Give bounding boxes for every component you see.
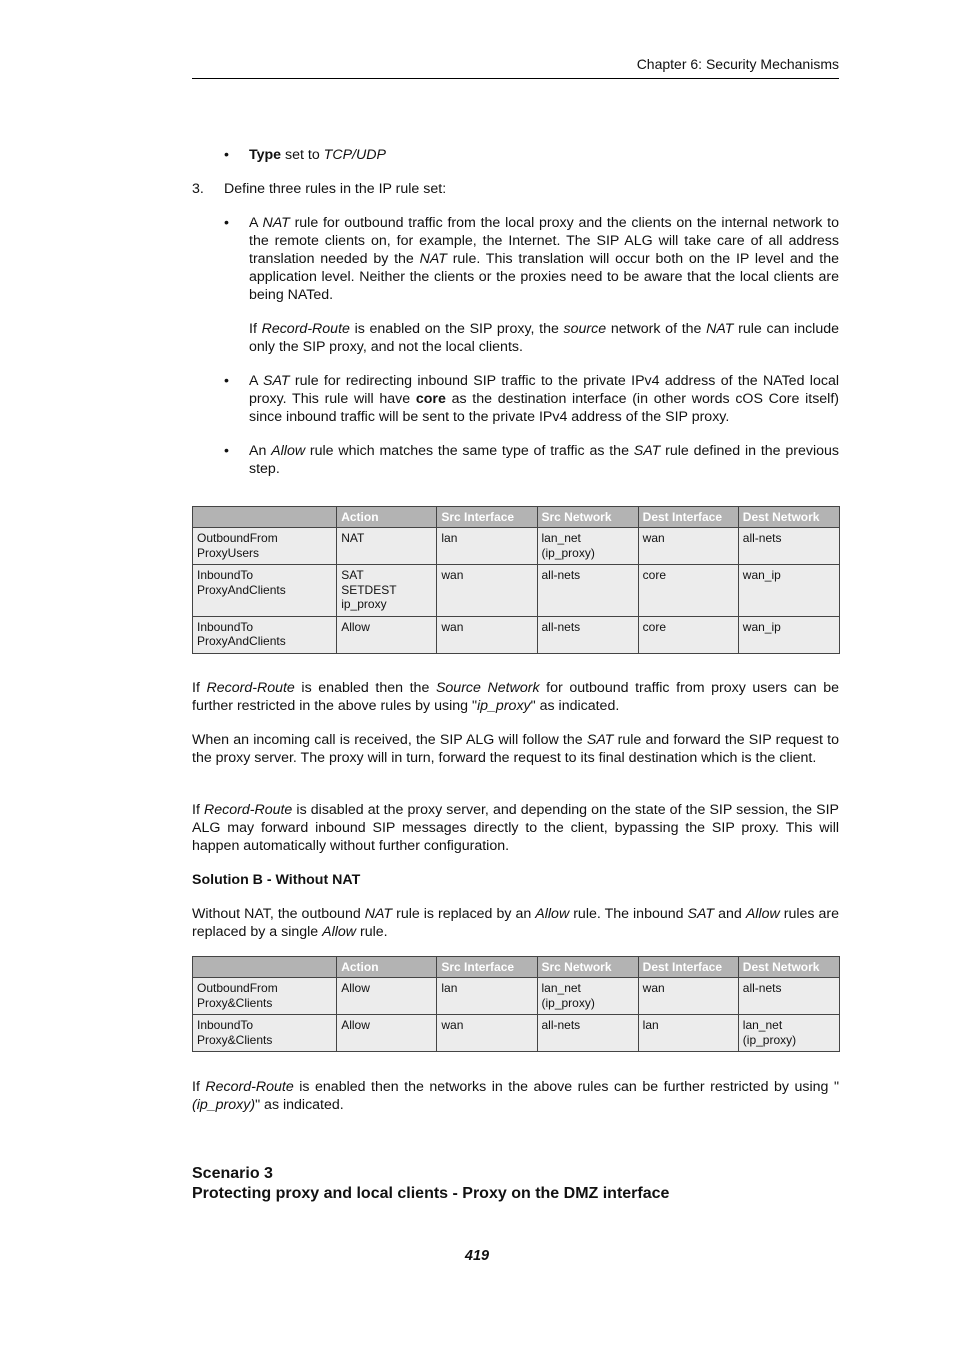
- table-cell: wan: [638, 978, 738, 1015]
- table-cell: wan: [638, 528, 738, 565]
- scenario-title: Scenario 3: [192, 1165, 273, 1182]
- bullet-dot: •: [224, 373, 229, 389]
- bullet-dot: •: [224, 215, 229, 231]
- table-header: Src Network: [537, 507, 638, 528]
- table-row: [193, 528, 840, 565]
- table-cell: all-nets: [537, 565, 638, 617]
- table-header: Dest Network: [738, 507, 839, 528]
- table-cell: all-nets: [738, 978, 839, 1015]
- table-cell: all-nets: [738, 528, 839, 565]
- table-header: Dest Interface: [638, 507, 738, 528]
- table-cell: wan_ip: [738, 565, 839, 617]
- table-cell: lan_net (ip_proxy): [738, 1015, 839, 1052]
- table-row: [193, 565, 840, 617]
- table-cell: InboundTo ProxyAndClients: [193, 565, 337, 617]
- bullet-type: • Type set to TCP/UDP: [224, 147, 386, 163]
- table-cell: Allow: [337, 1015, 437, 1052]
- running-header: Chapter 6: Security Mechanisms: [192, 56, 839, 79]
- table-cell: lan_net (ip_proxy): [537, 978, 638, 1015]
- table-cell: wan: [437, 616, 537, 653]
- table-header: Dest Network: [738, 957, 839, 978]
- table-cell: lan: [437, 528, 537, 565]
- table-cell: Allow: [337, 616, 437, 653]
- table-cell: InboundTo ProxyAndClients: [193, 616, 337, 653]
- step-number: 3.: [192, 181, 204, 197]
- bullet-dot: •: [224, 443, 229, 459]
- table-row: [193, 1015, 840, 1052]
- table-cell: lan: [638, 1015, 738, 1052]
- bullet-dot: •: [224, 147, 229, 163]
- table-cell: core: [638, 616, 738, 653]
- page-number: 419: [464, 1248, 490, 1264]
- table-header-row: [193, 507, 840, 528]
- table-cell: wan: [437, 1015, 537, 1052]
- table-row: [193, 978, 840, 1015]
- table-cell: InboundTo Proxy&Clients: [193, 1015, 337, 1052]
- scenario-subtitle: Protecting proxy and local clients - Proxy on the DMZ interface: [192, 1185, 670, 1202]
- table-cell: SAT SETDEST ip_proxy: [337, 565, 437, 617]
- table-row: [193, 616, 840, 653]
- table-header: [193, 507, 337, 528]
- table-header: [193, 957, 337, 978]
- bullet-nat-note: If Record-Route is enabled on the SIP proxy, the source network of the NAT rule can include only the SIP proxy, and not the local clients.: [249, 321, 839, 355]
- table-cell: wan_ip: [738, 616, 839, 653]
- bullet-sat-rule: • A SAT rule for redirecting inbound SIP traffic to the private IPv4 address of the NATed local proxy. This rule will have core as the destination interface (in other words cOS Core itself) since inbound traffic will be sent to the private IPv4 address of the SIP proxy.: [224, 373, 839, 425]
- paragraph-record-route-disabled: If Record-Route is disabled at the proxy server, and depending on the state of the SIP session, the SIP ALG may forward inbound SIP messages directly to the client, bypassing the SIP proxy. This will happen automatically without further configuration.: [192, 802, 839, 854]
- bullet-allow-rule: • An Allow rule which matches the same type of traffic as the SAT rule defined in the previous step.: [224, 443, 839, 477]
- table-cell: Allow: [337, 978, 437, 1015]
- table-cell: OutboundFrom ProxyUsers: [193, 528, 337, 565]
- paragraph-record-route-nat: If Record-Route is enabled then the Source Network for outbound traffic from proxy users can be further restricted in the above rules by using "ip_proxy" as indicated.: [192, 680, 839, 714]
- table-cell: all-nets: [537, 1015, 638, 1052]
- rules-table-with-nat: [192, 506, 840, 654]
- step-text: Define three rules in the IP rule set:: [224, 181, 447, 197]
- table-cell: OutboundFrom Proxy&Clients: [193, 978, 337, 1015]
- table-cell: core: [638, 565, 738, 617]
- table-header: Src Interface: [437, 957, 537, 978]
- rules-table-without-nat: [192, 956, 840, 1052]
- bullet-nat-rule: • A NAT rule for outbound traffic from the local proxy and the clients on the internal network to the remote clients on, for example, the Internet. The SIP ALG will take care of all address translation needed by the NAT rule. This translation will occur both on the IP level and the application level. Neither the clients or the proxies need to be aware that the local clients are being NATed.: [224, 215, 839, 303]
- table-cell: all-nets: [537, 616, 638, 653]
- paragraph-record-route-without-nat: If Record-Route is enabled then the networks in the above rules can be further restricted by using "(ip_proxy)" as indicated.: [192, 1079, 839, 1113]
- table-header: Src Interface: [437, 507, 537, 528]
- table-header: Action: [337, 507, 437, 528]
- table-header-row: [193, 957, 840, 978]
- table-header: Src Network: [537, 957, 638, 978]
- table-header: Action: [337, 957, 437, 978]
- table-cell: wan: [437, 565, 537, 617]
- table-cell: NAT: [337, 528, 437, 565]
- solution-b-heading: Solution B - Without NAT: [192, 872, 361, 888]
- table-header: Dest Interface: [638, 957, 738, 978]
- table-cell: lan_net (ip_proxy): [537, 528, 638, 565]
- paragraph-without-nat: Without NAT, the outbound NAT rule is replaced by an Allow rule. The inbound SAT and Allow rules are replaced by a single Allow rule.: [192, 906, 840, 940]
- table-cell: lan: [437, 978, 537, 1015]
- paragraph-incoming-call: When an incoming call is received, the SIP ALG will follow the SAT rule and forward the SIP request to the proxy server. The proxy will in turn, forward the request to its final destination which is the client.: [192, 732, 839, 766]
